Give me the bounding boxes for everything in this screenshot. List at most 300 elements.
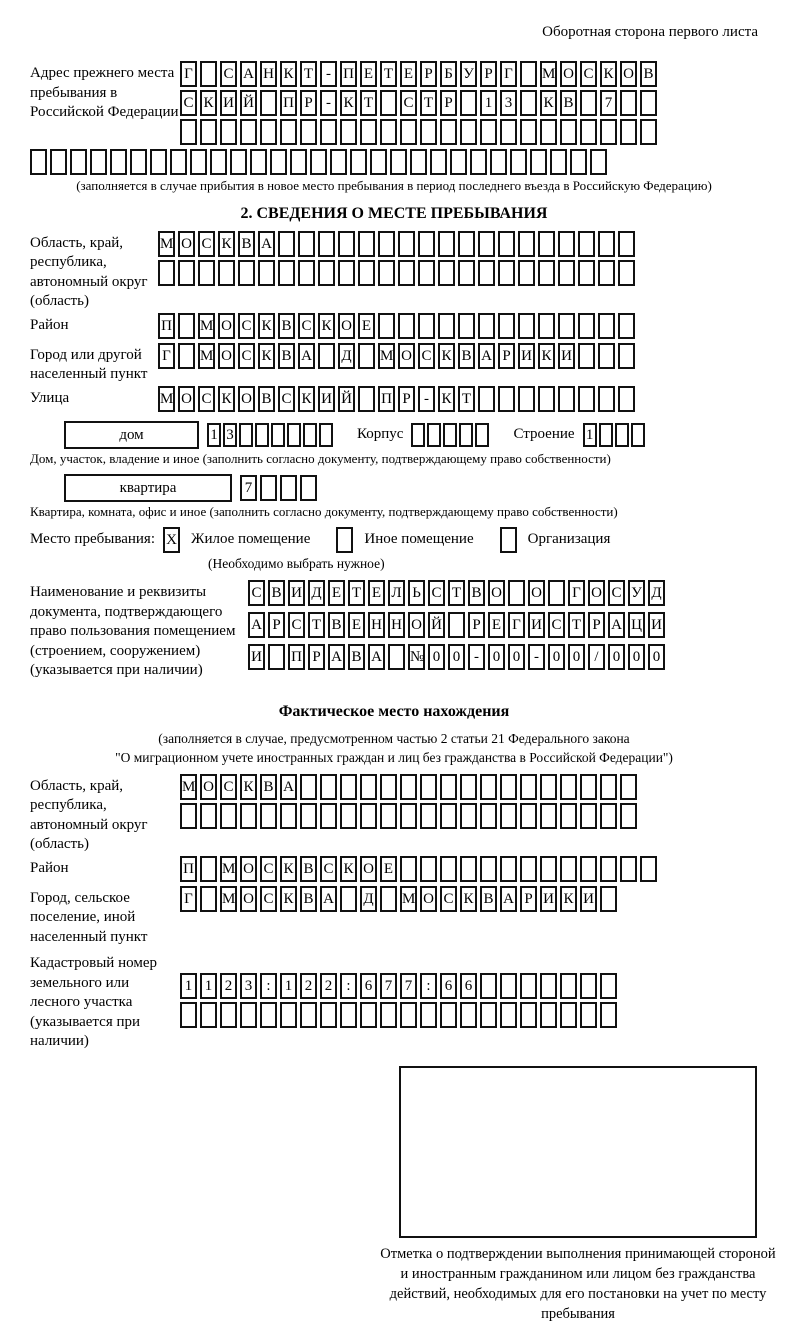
char-cell[interactable]	[260, 475, 277, 501]
char-cell[interactable]	[618, 231, 635, 257]
char-cell[interactable]: Й	[338, 386, 355, 412]
char-cell[interactable]: К	[460, 886, 477, 912]
char-cell[interactable]	[30, 149, 47, 175]
char-cell[interactable]	[358, 260, 375, 286]
char-cell[interactable]	[538, 231, 555, 257]
char-cell[interactable]	[380, 90, 397, 116]
char-cell[interactable]	[330, 149, 347, 175]
char-cell[interactable]: О	[398, 343, 415, 369]
char-cell[interactable]: 1	[180, 973, 197, 999]
char-cell[interactable]: Р	[300, 90, 317, 116]
char-cell[interactable]	[360, 803, 377, 829]
char-cell[interactable]: 6	[460, 973, 477, 999]
char-cell[interactable]	[170, 149, 187, 175]
char-cell[interactable]: И	[220, 90, 237, 116]
char-cell[interactable]	[458, 313, 475, 339]
char-cell[interactable]	[278, 231, 295, 257]
char-cell[interactable]: М	[378, 343, 395, 369]
char-cell[interactable]	[598, 313, 615, 339]
char-cell[interactable]	[620, 856, 637, 882]
char-cell[interactable]: -	[320, 90, 337, 116]
char-cell[interactable]	[460, 856, 477, 882]
char-cell[interactable]	[250, 149, 267, 175]
char-cell[interactable]	[640, 90, 657, 116]
char-cell[interactable]	[300, 803, 317, 829]
char-cell[interactable]: Т	[568, 612, 585, 638]
char-cell[interactable]: Л	[388, 580, 405, 606]
char-cell[interactable]	[300, 119, 317, 145]
char-cell[interactable]	[420, 119, 437, 145]
char-cell[interactable]: Д	[648, 580, 665, 606]
char-cell[interactable]: 3	[500, 90, 517, 116]
char-cell[interactable]	[300, 475, 317, 501]
char-cell[interactable]	[420, 803, 437, 829]
char-cell[interactable]: П	[340, 61, 357, 87]
char-cell[interactable]	[520, 119, 537, 145]
char-cell[interactable]	[398, 313, 415, 339]
char-cell[interactable]	[200, 886, 217, 912]
char-cell[interactable]: К	[298, 386, 315, 412]
char-cell[interactable]: 6	[440, 973, 457, 999]
char-cell[interactable]	[480, 1002, 497, 1028]
char-cell[interactable]	[336, 527, 353, 553]
char-cell[interactable]	[580, 856, 597, 882]
char-cell[interactable]	[618, 260, 635, 286]
char-cell[interactable]	[538, 386, 555, 412]
char-cell[interactable]: К	[560, 886, 577, 912]
char-cell[interactable]	[280, 119, 297, 145]
char-cell[interactable]: И	[288, 580, 305, 606]
char-cell[interactable]	[280, 475, 297, 501]
char-cell[interactable]: О	[620, 61, 637, 87]
char-cell[interactable]	[598, 343, 615, 369]
char-cell[interactable]	[548, 580, 565, 606]
char-cell[interactable]	[618, 343, 635, 369]
char-cell[interactable]	[458, 231, 475, 257]
char-cell[interactable]: О	[218, 313, 235, 339]
char-cell[interactable]	[430, 149, 447, 175]
char-cell[interactable]: О	[420, 886, 437, 912]
char-cell[interactable]: Е	[368, 580, 385, 606]
char-cell[interactable]	[300, 1002, 317, 1028]
char-cell[interactable]	[380, 803, 397, 829]
char-cell[interactable]: Р	[308, 644, 325, 670]
char-cell[interactable]	[380, 1002, 397, 1028]
char-cell[interactable]	[178, 260, 195, 286]
char-cell[interactable]	[268, 644, 285, 670]
char-cell[interactable]: Н	[388, 612, 405, 638]
char-cell[interactable]	[518, 386, 535, 412]
char-cell[interactable]: 0	[628, 644, 645, 670]
char-cell[interactable]	[360, 1002, 377, 1028]
char-cell[interactable]	[540, 803, 557, 829]
char-cell[interactable]	[238, 260, 255, 286]
char-cell[interactable]	[358, 343, 375, 369]
char-cell[interactable]: О	[528, 580, 545, 606]
char-cell[interactable]	[180, 803, 197, 829]
char-cell[interactable]: 1	[207, 423, 221, 447]
char-cell[interactable]	[190, 149, 207, 175]
char-cell[interactable]	[578, 313, 595, 339]
char-cell[interactable]	[490, 149, 507, 175]
char-cell[interactable]	[298, 231, 315, 257]
char-cell[interactable]: Е	[488, 612, 505, 638]
char-cell[interactable]	[338, 260, 355, 286]
char-cell[interactable]	[400, 1002, 417, 1028]
char-cell[interactable]	[320, 119, 337, 145]
char-cell[interactable]	[180, 1002, 197, 1028]
char-cell[interactable]: В	[300, 886, 317, 912]
char-cell[interactable]	[560, 856, 577, 882]
char-cell[interactable]	[615, 423, 629, 447]
char-cell[interactable]: А	[258, 231, 275, 257]
char-cell[interactable]	[320, 1002, 337, 1028]
char-cell[interactable]: А	[298, 343, 315, 369]
char-cell[interactable]	[478, 260, 495, 286]
char-cell[interactable]: Е	[360, 61, 377, 87]
char-cell[interactable]: 0	[448, 644, 465, 670]
char-cell[interactable]: С	[428, 580, 445, 606]
char-cell[interactable]	[340, 803, 357, 829]
char-cell[interactable]: Р	[498, 343, 515, 369]
char-cell[interactable]	[255, 423, 269, 447]
char-cell[interactable]	[530, 149, 547, 175]
char-cell[interactable]: Г	[500, 61, 517, 87]
char-cell[interactable]	[410, 149, 427, 175]
char-cell[interactable]	[600, 886, 617, 912]
char-cell[interactable]	[178, 313, 195, 339]
char-cell[interactable]: К	[540, 90, 557, 116]
char-cell[interactable]: :	[420, 973, 437, 999]
char-cell[interactable]	[460, 1002, 477, 1028]
char-cell[interactable]: Г	[508, 612, 525, 638]
char-cell[interactable]	[560, 774, 577, 800]
char-cell[interactable]	[378, 231, 395, 257]
char-cell[interactable]: М	[540, 61, 557, 87]
char-cell[interactable]	[318, 343, 335, 369]
char-cell[interactable]	[480, 774, 497, 800]
char-cell[interactable]: 0	[548, 644, 565, 670]
char-cell[interactable]	[460, 90, 477, 116]
char-cell[interactable]	[340, 886, 357, 912]
char-cell[interactable]	[310, 149, 327, 175]
char-cell[interactable]	[440, 803, 457, 829]
char-cell[interactable]: В	[238, 231, 255, 257]
char-cell[interactable]: М	[220, 856, 237, 882]
char-cell[interactable]	[338, 231, 355, 257]
char-cell[interactable]	[500, 973, 517, 999]
char-cell[interactable]: Ц	[628, 612, 645, 638]
char-cell[interactable]	[560, 119, 577, 145]
char-cell[interactable]	[600, 856, 617, 882]
char-cell[interactable]: И	[580, 886, 597, 912]
char-cell[interactable]: К	[340, 90, 357, 116]
char-cell[interactable]	[578, 386, 595, 412]
char-cell[interactable]	[280, 803, 297, 829]
char-cell[interactable]: В	[468, 580, 485, 606]
char-cell[interactable]: А	[328, 644, 345, 670]
char-cell[interactable]	[380, 119, 397, 145]
char-cell[interactable]: -	[468, 644, 485, 670]
char-cell[interactable]	[580, 803, 597, 829]
char-cell[interactable]: К	[438, 386, 455, 412]
char-cell[interactable]	[631, 423, 645, 447]
char-cell[interactable]	[600, 119, 617, 145]
char-cell[interactable]: Н	[260, 61, 277, 87]
char-cell[interactable]: Й	[240, 90, 257, 116]
char-cell[interactable]: С	[238, 313, 255, 339]
char-cell[interactable]	[360, 774, 377, 800]
char-cell[interactable]	[200, 119, 217, 145]
char-cell[interactable]: Р	[268, 612, 285, 638]
char-cell[interactable]: Д	[360, 886, 377, 912]
char-cell[interactable]	[480, 856, 497, 882]
char-cell[interactable]: С	[180, 90, 197, 116]
char-cell[interactable]	[448, 612, 465, 638]
char-cell[interactable]: С	[418, 343, 435, 369]
char-cell[interactable]	[520, 1002, 537, 1028]
char-cell[interactable]: Д	[308, 580, 325, 606]
char-cell[interactable]	[540, 973, 557, 999]
char-cell[interactable]: И	[318, 386, 335, 412]
char-cell[interactable]	[70, 149, 87, 175]
char-cell[interactable]: Г	[180, 886, 197, 912]
char-cell[interactable]	[620, 90, 637, 116]
char-cell[interactable]	[400, 803, 417, 829]
char-cell[interactable]	[618, 313, 635, 339]
char-cell[interactable]: 7	[400, 973, 417, 999]
char-cell[interactable]	[420, 856, 437, 882]
char-cell[interactable]: К	[280, 61, 297, 87]
char-cell[interactable]	[158, 260, 175, 286]
char-cell[interactable]: В	[278, 313, 295, 339]
char-cell[interactable]: Т	[448, 580, 465, 606]
char-cell[interactable]: Е	[348, 612, 365, 638]
char-cell[interactable]	[440, 774, 457, 800]
char-cell[interactable]	[220, 119, 237, 145]
char-cell[interactable]	[220, 1002, 237, 1028]
char-cell[interactable]	[270, 149, 287, 175]
char-cell[interactable]: 1	[280, 973, 297, 999]
char-cell[interactable]	[580, 119, 597, 145]
char-cell[interactable]: С	[440, 886, 457, 912]
char-cell[interactable]	[600, 973, 617, 999]
char-cell[interactable]	[340, 119, 357, 145]
char-cell[interactable]	[239, 423, 253, 447]
char-cell[interactable]: К	[600, 61, 617, 87]
char-cell[interactable]	[460, 774, 477, 800]
char-cell[interactable]: А	[478, 343, 495, 369]
char-cell[interactable]: 7	[240, 475, 257, 501]
char-cell[interactable]: П	[158, 313, 175, 339]
char-cell[interactable]: №	[408, 644, 425, 670]
char-cell[interactable]	[418, 260, 435, 286]
char-cell[interactable]	[540, 119, 557, 145]
char-cell[interactable]	[510, 149, 527, 175]
char-cell[interactable]: У	[628, 580, 645, 606]
char-cell[interactable]: И	[528, 612, 545, 638]
char-cell[interactable]: 6	[360, 973, 377, 999]
char-cell[interactable]: Т	[380, 61, 397, 87]
char-cell[interactable]	[400, 856, 417, 882]
char-cell[interactable]: С	[320, 856, 337, 882]
char-cell[interactable]: К	[218, 386, 235, 412]
char-cell[interactable]: :	[340, 973, 357, 999]
char-cell[interactable]: Й	[428, 612, 445, 638]
char-cell[interactable]	[620, 774, 637, 800]
char-cell[interactable]	[443, 423, 457, 447]
char-cell[interactable]: Р	[398, 386, 415, 412]
char-cell[interactable]	[340, 774, 357, 800]
char-cell[interactable]	[520, 803, 537, 829]
char-cell[interactable]: 1	[480, 90, 497, 116]
char-cell[interactable]	[520, 774, 537, 800]
char-cell[interactable]	[360, 119, 377, 145]
char-cell[interactable]: 0	[488, 644, 505, 670]
char-cell[interactable]: Р	[420, 61, 437, 87]
char-cell[interactable]	[620, 803, 637, 829]
char-cell[interactable]	[320, 774, 337, 800]
char-cell[interactable]: М	[180, 774, 197, 800]
char-cell[interactable]	[580, 973, 597, 999]
char-cell[interactable]: 7	[600, 90, 617, 116]
char-cell[interactable]	[558, 260, 575, 286]
char-cell[interactable]	[218, 260, 235, 286]
char-cell[interactable]	[498, 260, 515, 286]
char-cell[interactable]: Р	[468, 612, 485, 638]
char-cell[interactable]	[388, 644, 405, 670]
char-cell[interactable]	[258, 260, 275, 286]
char-cell[interactable]	[200, 856, 217, 882]
char-cell[interactable]: О	[218, 343, 235, 369]
char-cell[interactable]: 2	[320, 973, 337, 999]
char-cell[interactable]	[420, 774, 437, 800]
char-cell[interactable]	[540, 856, 557, 882]
char-cell[interactable]: М	[158, 231, 175, 257]
char-cell[interactable]: В	[348, 644, 365, 670]
char-cell[interactable]: К	[318, 313, 335, 339]
char-cell[interactable]	[418, 313, 435, 339]
char-cell[interactable]: 0	[508, 644, 525, 670]
char-cell[interactable]: 2	[300, 973, 317, 999]
char-cell[interactable]: Е	[380, 856, 397, 882]
char-cell[interactable]: Е	[400, 61, 417, 87]
char-cell[interactable]	[398, 231, 415, 257]
char-cell[interactable]	[290, 149, 307, 175]
char-cell[interactable]	[438, 313, 455, 339]
char-cell[interactable]: О	[200, 774, 217, 800]
char-cell[interactable]: С	[288, 612, 305, 638]
char-cell[interactable]: 7	[380, 973, 397, 999]
char-cell[interactable]: М	[158, 386, 175, 412]
char-cell[interactable]	[440, 856, 457, 882]
char-cell[interactable]	[260, 803, 277, 829]
char-cell[interactable]: 0	[608, 644, 625, 670]
char-cell[interactable]	[640, 856, 657, 882]
char-cell[interactable]: И	[648, 612, 665, 638]
char-cell[interactable]: О	[178, 386, 195, 412]
char-cell[interactable]: П	[288, 644, 305, 670]
char-cell[interactable]: М	[198, 313, 215, 339]
char-cell[interactable]	[459, 423, 473, 447]
char-cell[interactable]: А	[500, 886, 517, 912]
apartment-box-label[interactable]: квартира	[64, 474, 232, 502]
char-cell[interactable]	[558, 313, 575, 339]
char-cell[interactable]	[438, 260, 455, 286]
char-cell[interactable]	[260, 90, 277, 116]
char-cell[interactable]	[400, 119, 417, 145]
char-cell[interactable]	[230, 149, 247, 175]
char-cell[interactable]	[418, 231, 435, 257]
char-cell[interactable]	[478, 386, 495, 412]
char-cell[interactable]: -	[320, 61, 337, 87]
char-cell[interactable]: С	[198, 386, 215, 412]
char-cell[interactable]	[600, 774, 617, 800]
char-cell[interactable]	[578, 231, 595, 257]
char-cell[interactable]: 0	[648, 644, 665, 670]
char-cell[interactable]	[578, 260, 595, 286]
char-cell[interactable]	[558, 386, 575, 412]
char-cell[interactable]: А	[368, 644, 385, 670]
char-cell[interactable]	[271, 423, 285, 447]
char-cell[interactable]: X	[163, 527, 180, 553]
char-cell[interactable]: С	[548, 612, 565, 638]
char-cell[interactable]: Г	[158, 343, 175, 369]
char-cell[interactable]: К	[280, 856, 297, 882]
char-cell[interactable]: М	[400, 886, 417, 912]
char-cell[interactable]	[260, 1002, 277, 1028]
char-cell[interactable]	[520, 61, 537, 87]
char-cell[interactable]: Г	[180, 61, 197, 87]
char-cell[interactable]	[580, 90, 597, 116]
char-cell[interactable]: Т	[458, 386, 475, 412]
char-cell[interactable]	[210, 149, 227, 175]
char-cell[interactable]	[240, 803, 257, 829]
char-cell[interactable]: Р	[520, 886, 537, 912]
char-cell[interactable]	[560, 803, 577, 829]
char-cell[interactable]	[438, 231, 455, 257]
char-cell[interactable]: П	[378, 386, 395, 412]
char-cell[interactable]	[520, 973, 537, 999]
char-cell[interactable]	[420, 1002, 437, 1028]
char-cell[interactable]: М	[198, 343, 215, 369]
char-cell[interactable]	[598, 386, 615, 412]
char-cell[interactable]: Ь	[408, 580, 425, 606]
char-cell[interactable]: С	[198, 231, 215, 257]
char-cell[interactable]: В	[560, 90, 577, 116]
char-cell[interactable]	[390, 149, 407, 175]
char-cell[interactable]	[498, 231, 515, 257]
char-cell[interactable]: В	[640, 61, 657, 87]
char-cell[interactable]: Е	[358, 313, 375, 339]
char-cell[interactable]: С	[220, 61, 237, 87]
char-cell[interactable]	[280, 1002, 297, 1028]
char-cell[interactable]: 0	[428, 644, 445, 670]
char-cell[interactable]	[380, 886, 397, 912]
char-cell[interactable]	[578, 343, 595, 369]
char-cell[interactable]	[518, 313, 535, 339]
char-cell[interactable]	[500, 1002, 517, 1028]
char-cell[interactable]: 3	[223, 423, 237, 447]
char-cell[interactable]	[570, 149, 587, 175]
char-cell[interactable]	[478, 231, 495, 257]
char-cell[interactable]	[520, 90, 537, 116]
char-cell[interactable]	[240, 119, 257, 145]
char-cell[interactable]: К	[258, 313, 275, 339]
char-cell[interactable]: Т	[360, 90, 377, 116]
char-cell[interactable]: К	[258, 343, 275, 369]
char-cell[interactable]	[500, 856, 517, 882]
